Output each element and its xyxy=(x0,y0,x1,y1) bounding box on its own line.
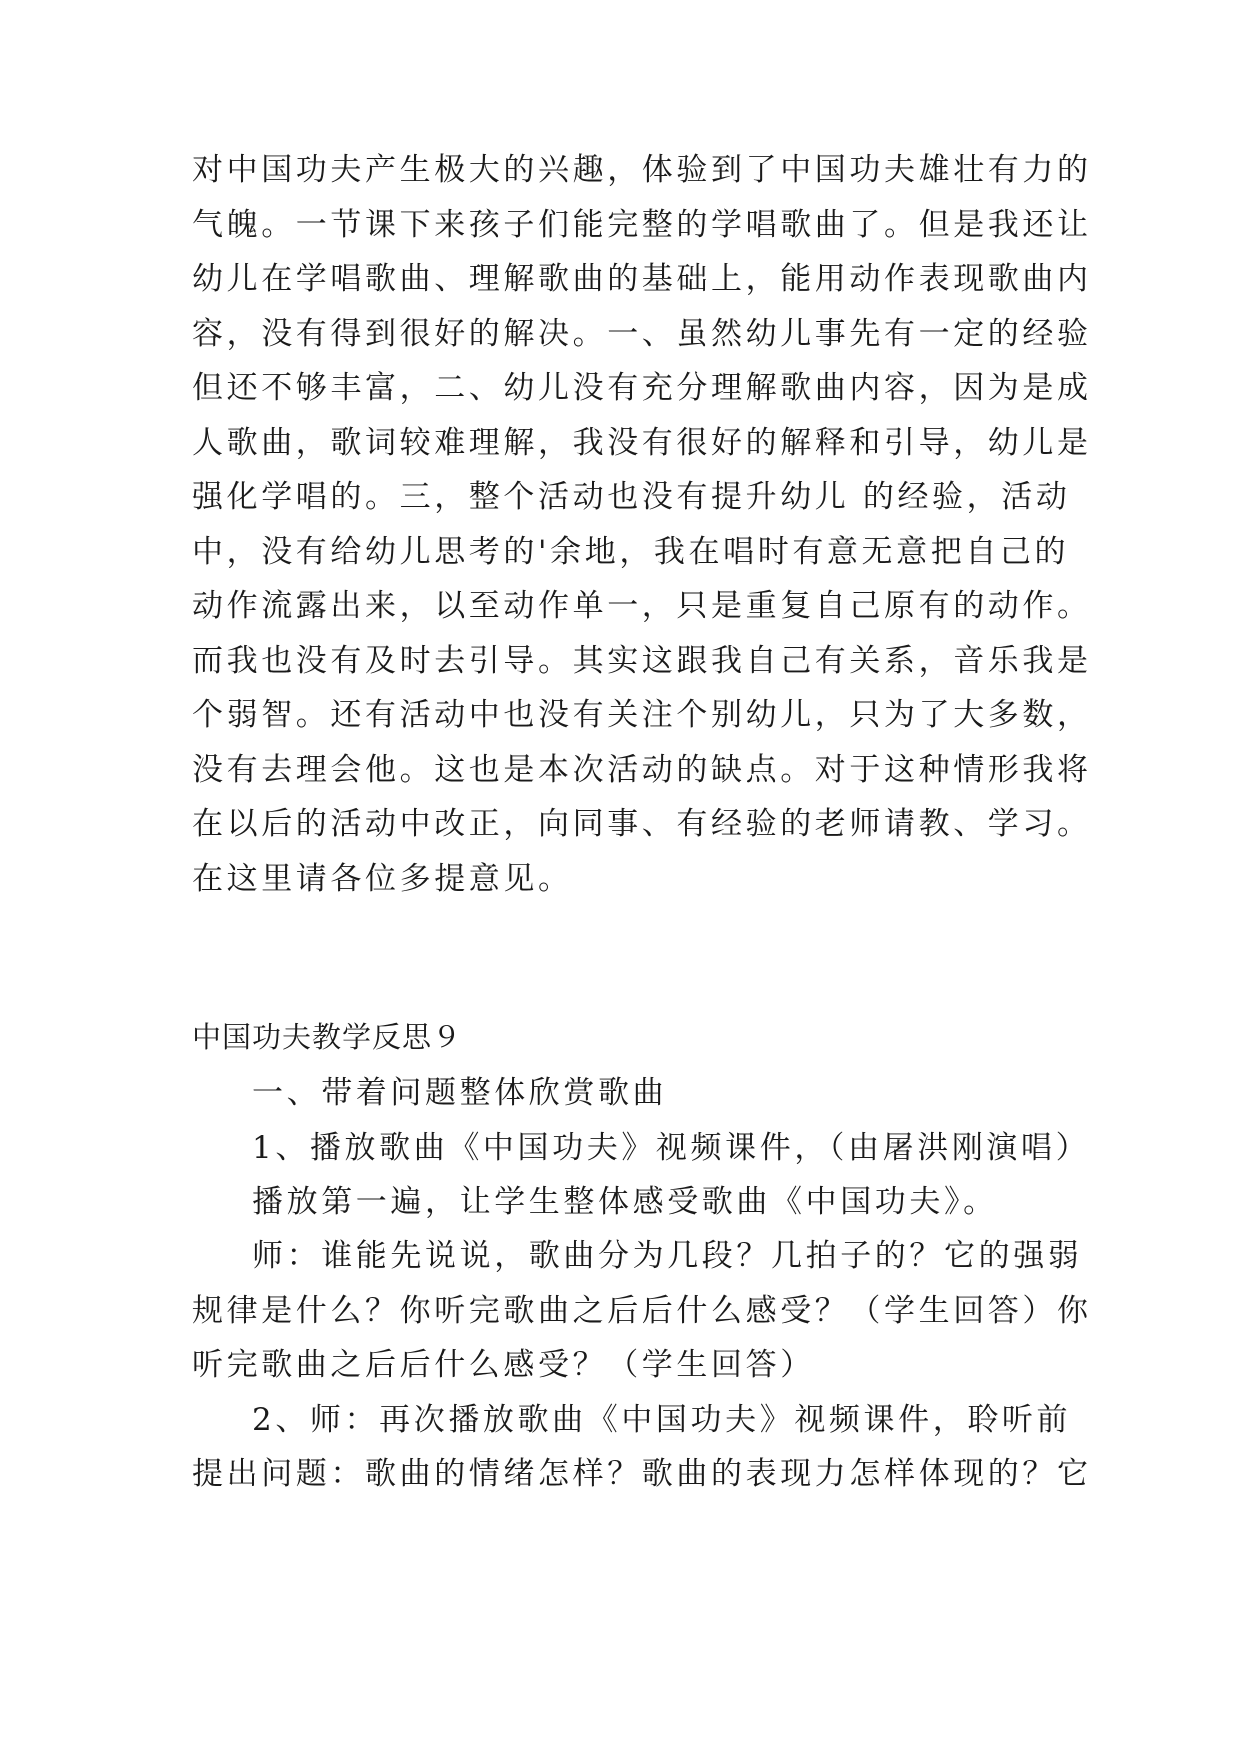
text-line: 对中国功夫产生极大的兴趣，体验到了中国功夫雄壮有力的 xyxy=(192,152,1092,188)
step-2-line: 提出问题：歌曲的情绪怎样？歌曲的表现力怎样体现的？它 xyxy=(192,1456,1092,1492)
text-line: 而我也没有及时去引导。其实这跟我自己有关系，音乐我是 xyxy=(192,643,1092,679)
text-line: 人歌曲，歌词较难理解，我没有很好的解释和引导，幼儿是 xyxy=(192,425,1092,461)
text-line: 在这里请各位多提意见。 xyxy=(192,861,573,897)
text-line: 中，没有给幼儿思考的'余地，我在唱时有意无意把自己的 xyxy=(192,534,1070,570)
teacher-question-line: 规律是什么？你听完歌曲之后后什么感受？（学生回答）你 xyxy=(192,1293,1092,1329)
text-line: 气魄。一节课下来孩子们能完整的学唱歌曲了。但是我还让 xyxy=(192,207,1092,243)
text-line: 个弱智。还有活动中也没有关注个别幼儿，只为了大多数， xyxy=(192,697,1092,733)
teacher-question-line: 听完歌曲之后后什么感受？（学生回答） xyxy=(192,1347,815,1383)
text-line: 容，没有得到很好的解决。一、虽然幼儿事先有一定的经验 xyxy=(192,316,1092,352)
teacher-question-line: 师：谁能先说说，歌曲分为几段？几拍子的？它的强弱 xyxy=(252,1238,1083,1274)
text-line: 强化学唱的。三，整个活动也没有提升幼儿 的经验，活动 xyxy=(192,479,1071,515)
text-line: 没有去理会他。这也是本次活动的缺点。对于这种情形我将 xyxy=(192,752,1092,788)
text-line: 但还不够丰富，二、幼儿没有充分理解歌曲内容，因为是成 xyxy=(192,370,1092,406)
step-1-line: 1、播放歌曲《中国功夫》视频课件，（由屠洪刚演唱） xyxy=(252,1130,1091,1166)
text-line: 在以后的活动中改正，向同事、有经验的老师请教、学习。 xyxy=(192,806,1092,842)
text-line: 幼儿在学唱歌曲、理解歌曲的基础上，能用动作表现歌曲内 xyxy=(192,261,1092,297)
text-line: 动作流露出来，以至动作单一，只是重复自己原有的动作。 xyxy=(192,588,1092,624)
step-heading: 一、带着问题整体欣赏歌曲 xyxy=(252,1075,668,1111)
section-title: 中国功夫教学反思９ xyxy=(192,1020,463,1054)
step-1-line: 播放第一遍，让学生整体感受歌曲《中国功夫》。 xyxy=(252,1184,998,1220)
step-2-line: 2、师：再次播放歌曲《中国功夫》视频课件，聆听前 xyxy=(252,1402,1072,1438)
